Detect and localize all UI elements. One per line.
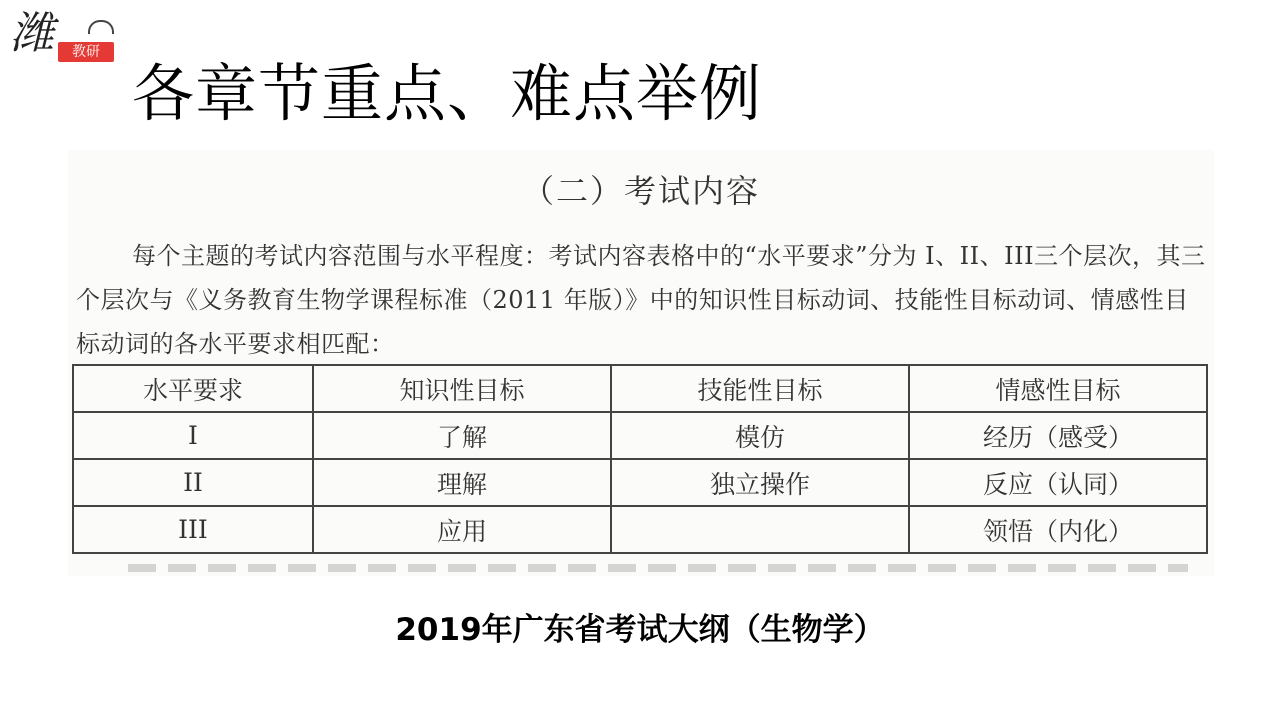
- table-cell: 理解: [313, 459, 611, 506]
- table-cell: III: [73, 506, 313, 553]
- table-cell: I: [73, 412, 313, 459]
- table-cell: 了解: [313, 412, 611, 459]
- scanned-document-image: [68, 150, 1214, 576]
- header-emotion: 情感性目标: [909, 365, 1207, 412]
- scan-paragraph: 每个主题的考试内容范围与水平程度：考试内容表格中的“水平要求”分为 I、II、III三个层次，其三个层次与《义务教育生物学课程标准（2011 年版）》中的知识性目标动词、技能性目标动词、情感性目标动词的各水平要求相匹配：: [76, 242, 1206, 358]
- table-cell: 独立操作: [611, 459, 909, 506]
- slide-title: 各章节重点、难点举例: [132, 56, 763, 130]
- table-header-row: [73, 365, 1207, 412]
- table-cell: [611, 506, 909, 553]
- source-caption: 2019年广东省考试大纲（生物学）: [395, 612, 885, 648]
- table-cell: II: [73, 459, 313, 506]
- table-row: [73, 412, 1207, 459]
- header-level: 水平要求: [73, 365, 313, 412]
- table-row: [73, 506, 1207, 553]
- header-skill: 技能性目标: [611, 365, 909, 412]
- table-cell: 经历（感受）: [909, 412, 1207, 459]
- logo: [10, 8, 110, 70]
- logo-brush-mark: 潍: [10, 8, 48, 59]
- level-requirements-table: [72, 364, 1208, 554]
- table-cell: 应用: [313, 506, 611, 553]
- cut-off-text-line: [128, 564, 1188, 572]
- scan-heading: （二）考试内容: [521, 172, 760, 210]
- logo-badge: 教研: [58, 42, 114, 62]
- table-cell: 领悟（内化）: [909, 506, 1207, 553]
- table-row: [73, 459, 1207, 506]
- table-cell: 模仿: [611, 412, 909, 459]
- table-cell: 反应（认同）: [909, 459, 1207, 506]
- header-knowledge: 知识性目标: [313, 365, 611, 412]
- logo-cloud-icon: [88, 20, 114, 34]
